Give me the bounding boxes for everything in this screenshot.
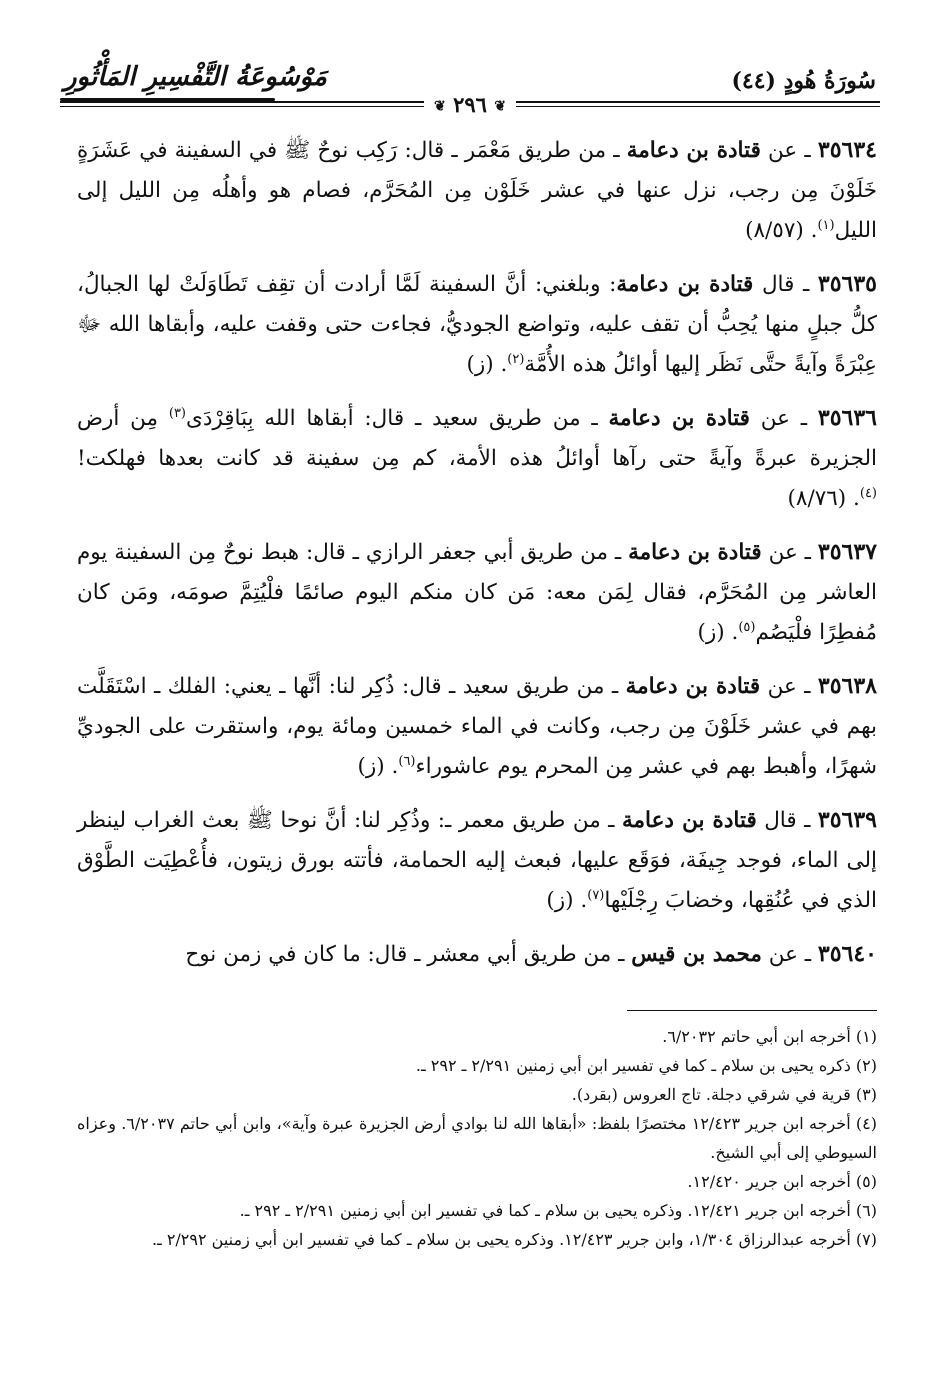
narrator-name: محمد بن قيس [631,942,762,967]
page-number [424,92,516,117]
entry-number: ٣٥٦٣٤ [817,137,877,163]
footnotes [77,1022,877,1254]
narrator-name: قتادة بن دعامة [608,406,750,431]
entry-text: مِن أرض الجزيرة عبرةً وآيةً حتى رآها أوائلُ هذه الأمة، كم مِن سفينة قد كانت بعدها فهلكت! [77,406,877,471]
narrator-name: قتادة بن دعامة [626,138,761,163]
narrator-name: قتادة بن دعامة [628,540,762,565]
footnote: (٣) قرية في شرقي دجلة. تاج العروس (بقرد). [571,1085,877,1104]
narration-entry [77,264,877,385]
ornament-icon: ❦ [434,98,446,115]
source-reference: . (٨/٧٦) [787,486,860,511]
entry-text: ـ من طريق معمر ـ: وذُكِر لنا: أنَّ نوحا ﷺ بعث الغراب لينظر إلى الماء، فوجد جِيفَة، فوَقَع عليها، فبعث إليه الحمامة، فأتته بورق زيتون، فأُعْطِيَت الطَّوْق الذي في عُنُقِها، وخضابَ رِجْلَيْها [77,808,877,913]
narrator-name: قتادة بن دعامة [625,674,761,699]
entry-text: ـ من طريق مَعْمَر ـ قال: رَكِب نوحٌ ﷺ في السفينة في عَشَرَةٍ خَلَوْنَ مِن رجب، نزل عنها في عشر خَلَوْن مِن المُحَرَّم، فصام هو وأهلُه مِن الليل إلى الليل [77,138,877,243]
entry-text: : وبلغني: أنَّ السفينة لَمَّا أرادت أن تقِف تَطَاوَلَتْ لها الجبالُ، كلُّ جبلٍ منها يُحِبُّ أن تقف عليه، وتواضع الجوديُّ، فجاءت حتى وقفت عليه، وأبقاها الله ﷻ عِبْرَةً وآيةً حتَّى نَظَر إليها أوائلُ هذه الأُمَّة [77,272,877,377]
narration-entry [77,532,877,653]
entry-text: ـ عن [760,138,811,163]
footnote: (١) أخرجه ابن أبي حاتم ٦/٢٠٣٢. [662,1027,877,1046]
footnote-separator [627,1010,877,1011]
entry-text: ـ من طريق أبي معشر ـ قال: ما كان في زمن نوح [185,942,632,967]
narration-entry [77,666,877,787]
entry-text: ـ من طريق سعيد ـ قال: أبقاها الله بِبَاقِرْدَى [186,406,609,431]
running-header [60,58,880,117]
entry-text: ـ قال [753,272,810,297]
source-reference: . (ز) [466,352,508,377]
footnote-marker[interactable]: (٣) [168,405,186,421]
narrator-name: قتادة بن دعامة [621,808,757,833]
entry-number: ٣٥٦٣٦ [817,405,877,431]
entry-number: ٣٥٦٣٩ [817,807,877,833]
source-reference: . (ز) [697,620,739,645]
narration-entry [77,130,877,251]
narration-entry [77,800,877,921]
main-text [77,130,877,988]
footnote-marker[interactable]: (٧) [587,887,605,903]
entry-number: ٣٥٦٣٨ [817,673,877,699]
entry-number: ٣٥٦٤٠ [817,941,877,967]
footnote-marker[interactable]: (٦) [398,753,416,769]
entry-text: ـ من طريق سعيد ـ قال: ذُكِر لنا: أنَّها ـ يعني: الفلك ـ اسْتَقَلَّت بهم في عشر خَلَوْنَ مِن رجب، وكانت في الماء خمسين ومائة يوم، واستقرت على الجوديِّ شهرًا، وأهبط بهم في عشر مِن المحرم يوم عاشوراء [77,674,877,779]
entry-number: ٣٥٦٣٧ [817,539,877,565]
footnote-marker[interactable]: (٢) [507,351,525,367]
footnote: (٧) أخرجه عبدالرزاق ١/٣٠٤، وابن جرير ١٢/٤٢٣. وذكره يحيى بن سلام ـ كما في تفسير ابن أبي زمنين ٢/٢٩٢ ـ. [151,1230,877,1249]
entry-text: ـ عن [749,406,808,431]
entry-text: ـ عن [761,942,812,967]
entry-text: ـ عن [760,674,811,699]
entry-text: ـ عن [761,540,811,565]
narrator-name: قتادة بن دعامة [616,272,754,297]
surah-header: سُورَةُ هُودٍ (٤٤) [731,68,876,94]
entry-text: ـ من طريق أبي جعفر الرازي ـ قال: هبط نوحٌ مِن السفينة يوم العاشر مِن المُحَرَّم، فقال لِمَن معه: مَن كان منكم اليوم صائمًا فلْيُتِمَّ صومَه، ومَن كان مُفطِرًا فلْيَصُم [77,540,877,645]
entry-number: ٣٥٦٣٥ [817,271,877,297]
page-number-text: ٢٩٦ [453,92,487,117]
footnote: (٢) ذكره يحيى بن سلام ـ كما في تفسير ابن أبي زمنين ٢/٢٩١ ـ ٢٩٢ ـ. [415,1056,877,1075]
book-title: مَوْسُوعَةُ التَّفْسِيرِ المَأْثُورِ [64,62,327,92]
footnote: (٥) أخرجه ابن جرير ١٢/٤٢٠. [687,1172,877,1191]
narration-entry [77,934,877,975]
footnote: (٤) أخرجه ابن جرير ١٢/٤٢٣ مختصرًا بلفظ: «أبقاها الله لنا بوادي أرض الجزيرة عبرة وآية»، وابن أبي حاتم ٦/٢٠٣٧. وعزاه السيوطي إلى أبي الشيخ. [77,1114,878,1162]
source-reference: . (ز) [357,754,399,779]
footnote-marker[interactable]: (٥) [738,619,756,635]
narration-entry [77,398,877,519]
footnote-marker[interactable]: (٤) [859,485,877,501]
source-reference: . (٨/٥٧) [745,218,818,243]
entry-text: ـ قال [756,808,811,833]
source-reference: . (ز) [546,888,588,913]
footnote-marker[interactable]: (١) [817,217,835,233]
ornament-icon: ❦ [494,98,506,115]
footnote: (٦) أخرجه ابن جرير ١٢/٤٢١. وذكره يحيى بن سلام ـ كما في تفسير ابن أبي زمنين ٢/٢٩١ ـ ٢٩٢ ـ. [239,1201,877,1220]
